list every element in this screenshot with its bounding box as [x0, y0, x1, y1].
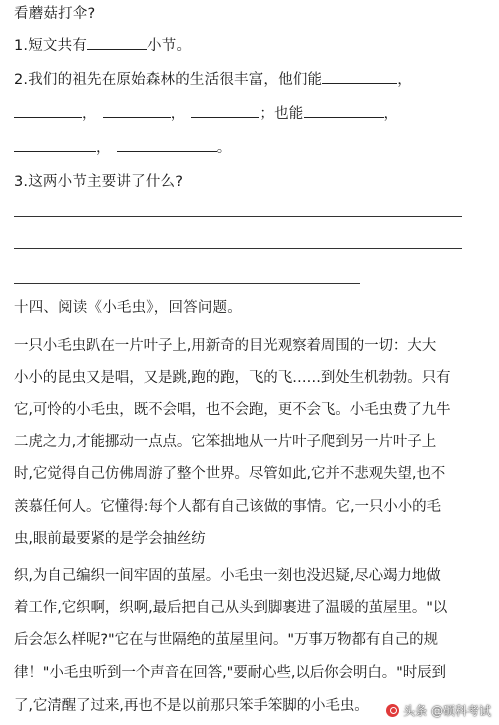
answer-blank[interactable] [117, 139, 217, 152]
passage-line: 着工作,它织啊，织啊,最后把自己从头到脚裹进了温暖的茧屋里。"以 [14, 600, 448, 616]
answer-blank[interactable] [87, 37, 147, 50]
title: 看蘑菇打伞? [14, 6, 96, 22]
punct-comma: ， [383, 106, 399, 122]
punct-comma: ， [82, 106, 97, 122]
passage-line: 律！"小毛虫听到一个声音在回答,"要耐心些,以后你会明白。"时辰到 [14, 665, 446, 681]
toutiao-logo-icon [386, 704, 399, 717]
watermark [386, 702, 491, 719]
passage-line: 羡慕任何人。它懂得:每个人都有自己该做的事情。它,一只小小的毛 [14, 499, 441, 515]
question-1-text: 1.短文共有 [14, 38, 88, 54]
punct-period: 。 [216, 140, 232, 156]
answer-blank[interactable] [191, 105, 259, 118]
question-2-line-2 [14, 104, 398, 124]
question-2-line-1 [14, 70, 412, 90]
answer-blank[interactable] [14, 139, 96, 152]
question-2-line-3 [14, 138, 231, 158]
answer-line[interactable] [14, 216, 462, 217]
passage-line: 时,它觉得自己仿佛周游了整个世界。尽管如此,它并不悲观失望,也不 [14, 466, 446, 482]
watermark-text: 头条 @硕科考试 [403, 704, 491, 718]
answer-line[interactable] [14, 248, 462, 249]
punct-comma: ， [397, 72, 412, 88]
passage-line: 织,为自己编织一间牢固的茧屋。小毛虫一刻也没迟疑,尽心竭力地做 [14, 568, 441, 584]
passage-line: 小小的昆虫又是唱，又是跳,跑的跑，飞的飞……到处生机勃勃。只有 [14, 370, 451, 386]
section-14-heading: 十四、阅读《小毛虫》，回答问题。 [14, 300, 242, 316]
answer-blank[interactable] [322, 71, 397, 84]
punct-comma: ， [170, 106, 186, 122]
question-1-suffix: 小节。 [147, 38, 192, 54]
passage-line: 一只小毛虫趴在一片叶子上,用新奇的目光观察着周围的一切：大大 [14, 338, 437, 354]
punct-comma: ， [96, 140, 111, 156]
also-can-text: ；也能 [259, 106, 304, 122]
passage-line: 二虎之力,才能挪动一点点。它笨拙地从一片叶子爬到另一片叶子上 [14, 434, 437, 450]
passage-line: 了,它清醒了过来,再也不是以前那只笨手笨脚的小毛虫。 [14, 698, 369, 714]
passage-line: 虫,眼前最要紧的是学会抽丝纺 [14, 531, 206, 547]
answer-line[interactable] [14, 283, 360, 284]
question-2-text: 2.我们的祖先在原始森林的生活很丰富，他们能 [14, 72, 323, 88]
question-3: 3.这两小节主要讲了什么? [14, 174, 184, 190]
question-1 [14, 36, 191, 56]
passage-line: 后会怎么样呢?"它在与世隔绝的茧屋里问。"万事万物都有自己的规 [14, 632, 438, 648]
passage-line: 它,可怜的小毛虫，既不会唱，也不会跑，更不会飞。小毛虫费了九牛 [14, 402, 451, 418]
answer-blank[interactable] [14, 105, 82, 118]
answer-blank[interactable] [103, 105, 171, 118]
answer-blank[interactable] [304, 105, 384, 118]
